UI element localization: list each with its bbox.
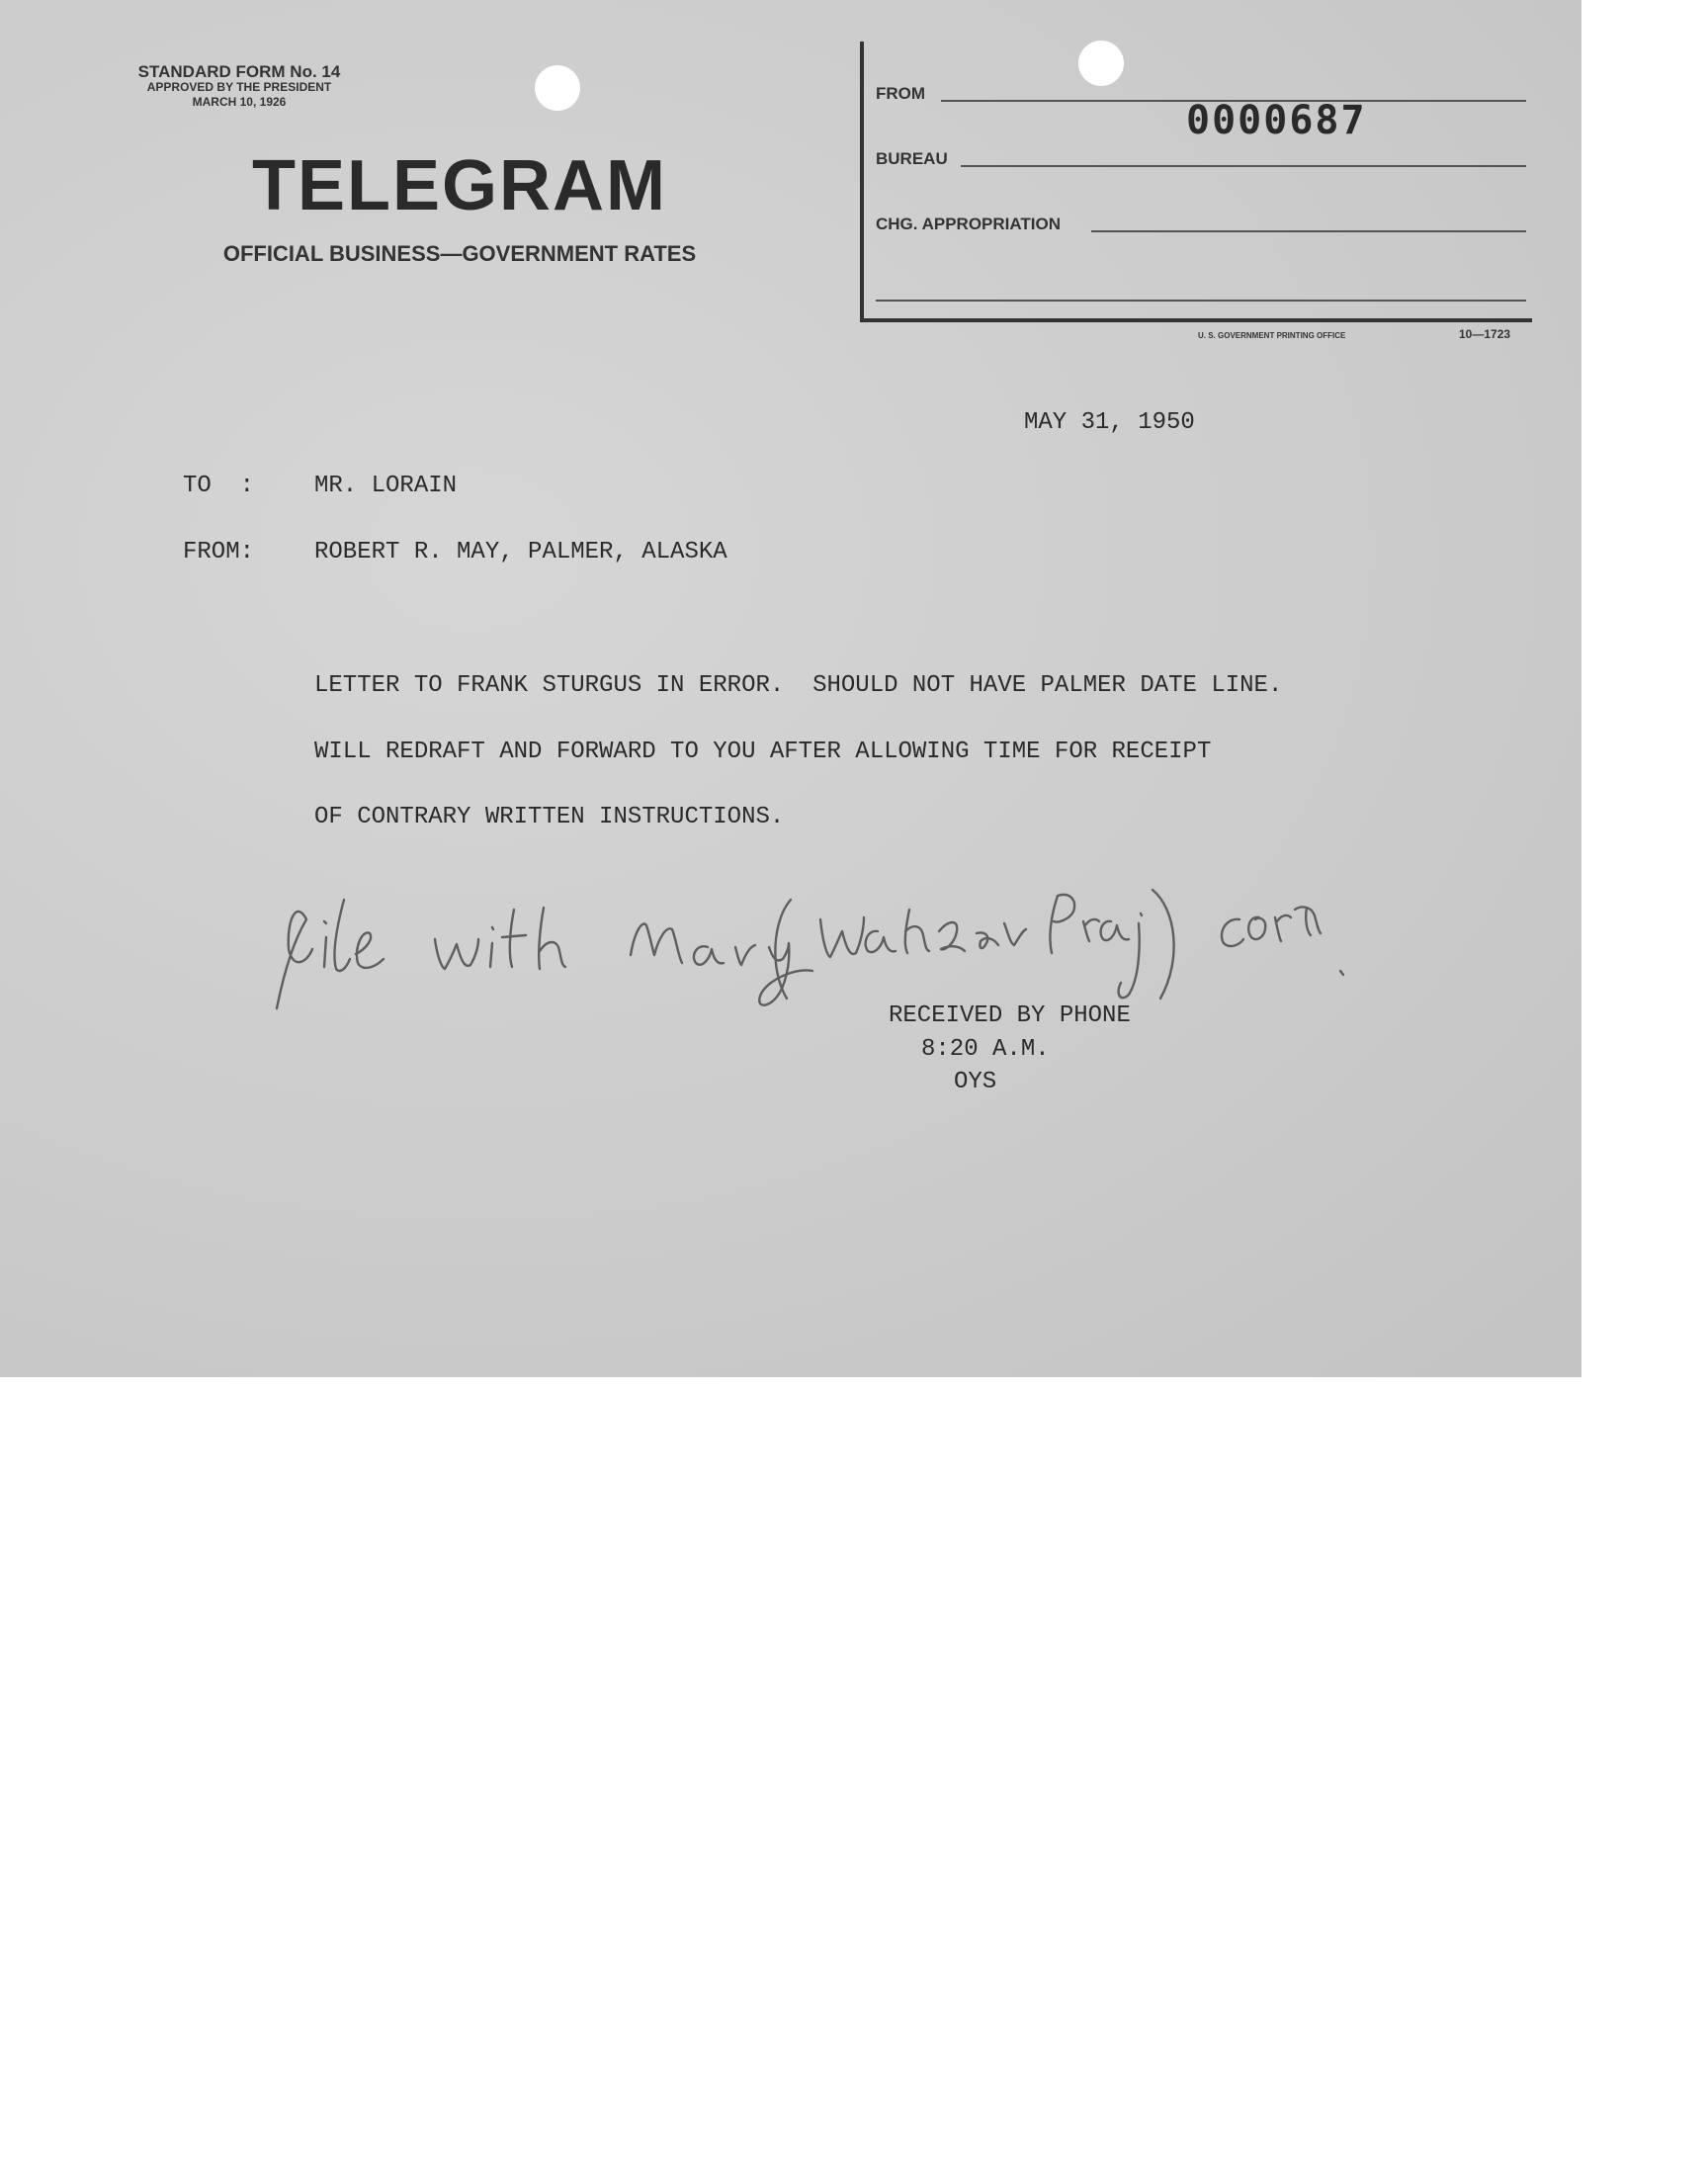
routing-box [860, 42, 1532, 322]
body-line: LETTER TO FRANK STURGUS IN ERROR. SHOULD NOT HAVE PALMER DATE LINE. [314, 672, 1283, 699]
to-value: MR. LORAIN [314, 473, 458, 499]
form-title: TELEGRAM [252, 146, 667, 225]
serial-number: 0000687 [1186, 98, 1367, 143]
bureau-field-line [961, 165, 1526, 167]
approved-by: APPROVED BY THE PRESIDENT [146, 80, 332, 94]
from-label: FROM: [183, 539, 255, 566]
bureau-field-label: BUREAU [876, 149, 948, 168]
to-label: TO : [183, 473, 255, 499]
form-subtitle: OFFICIAL BUSINESS—GOVERNMENT RATES [222, 241, 697, 266]
received-time: 8:20 A.M. [921, 1036, 1050, 1063]
body-line: WILL REDRAFT AND FORWARD TO YOU AFTER ALLOWING TIME FOR RECEIPT [314, 739, 1212, 765]
received-by: RECEIVED BY PHONE [889, 1002, 1131, 1029]
printing-office: U. S. GOVERNMENT PRINTING OFFICE [1198, 331, 1346, 340]
message-date: MAY 31, 1950 [1024, 409, 1195, 436]
form-number: 10—1723 [1459, 327, 1511, 341]
received-initials: OYS [954, 1069, 997, 1095]
from-field-label: FROM [876, 84, 926, 103]
standard-form-number: STANDARD FORM No. 14 [137, 62, 341, 81]
blank-field-line [876, 300, 1526, 302]
approved-date: MARCH 10, 1926 [192, 95, 287, 109]
punch-hole-left [535, 65, 580, 111]
from-value: ROBERT R. MAY, PALMER, ALASKA [314, 539, 727, 566]
chg-appropriation-field-line [1091, 230, 1526, 232]
body-line: OF CONTRARY WRITTEN INSTRUCTIONS. [314, 804, 785, 830]
handwritten-note [267, 860, 1453, 1028]
chg-appropriation-field-label: CHG. APPROPRIATION [876, 215, 1062, 233]
